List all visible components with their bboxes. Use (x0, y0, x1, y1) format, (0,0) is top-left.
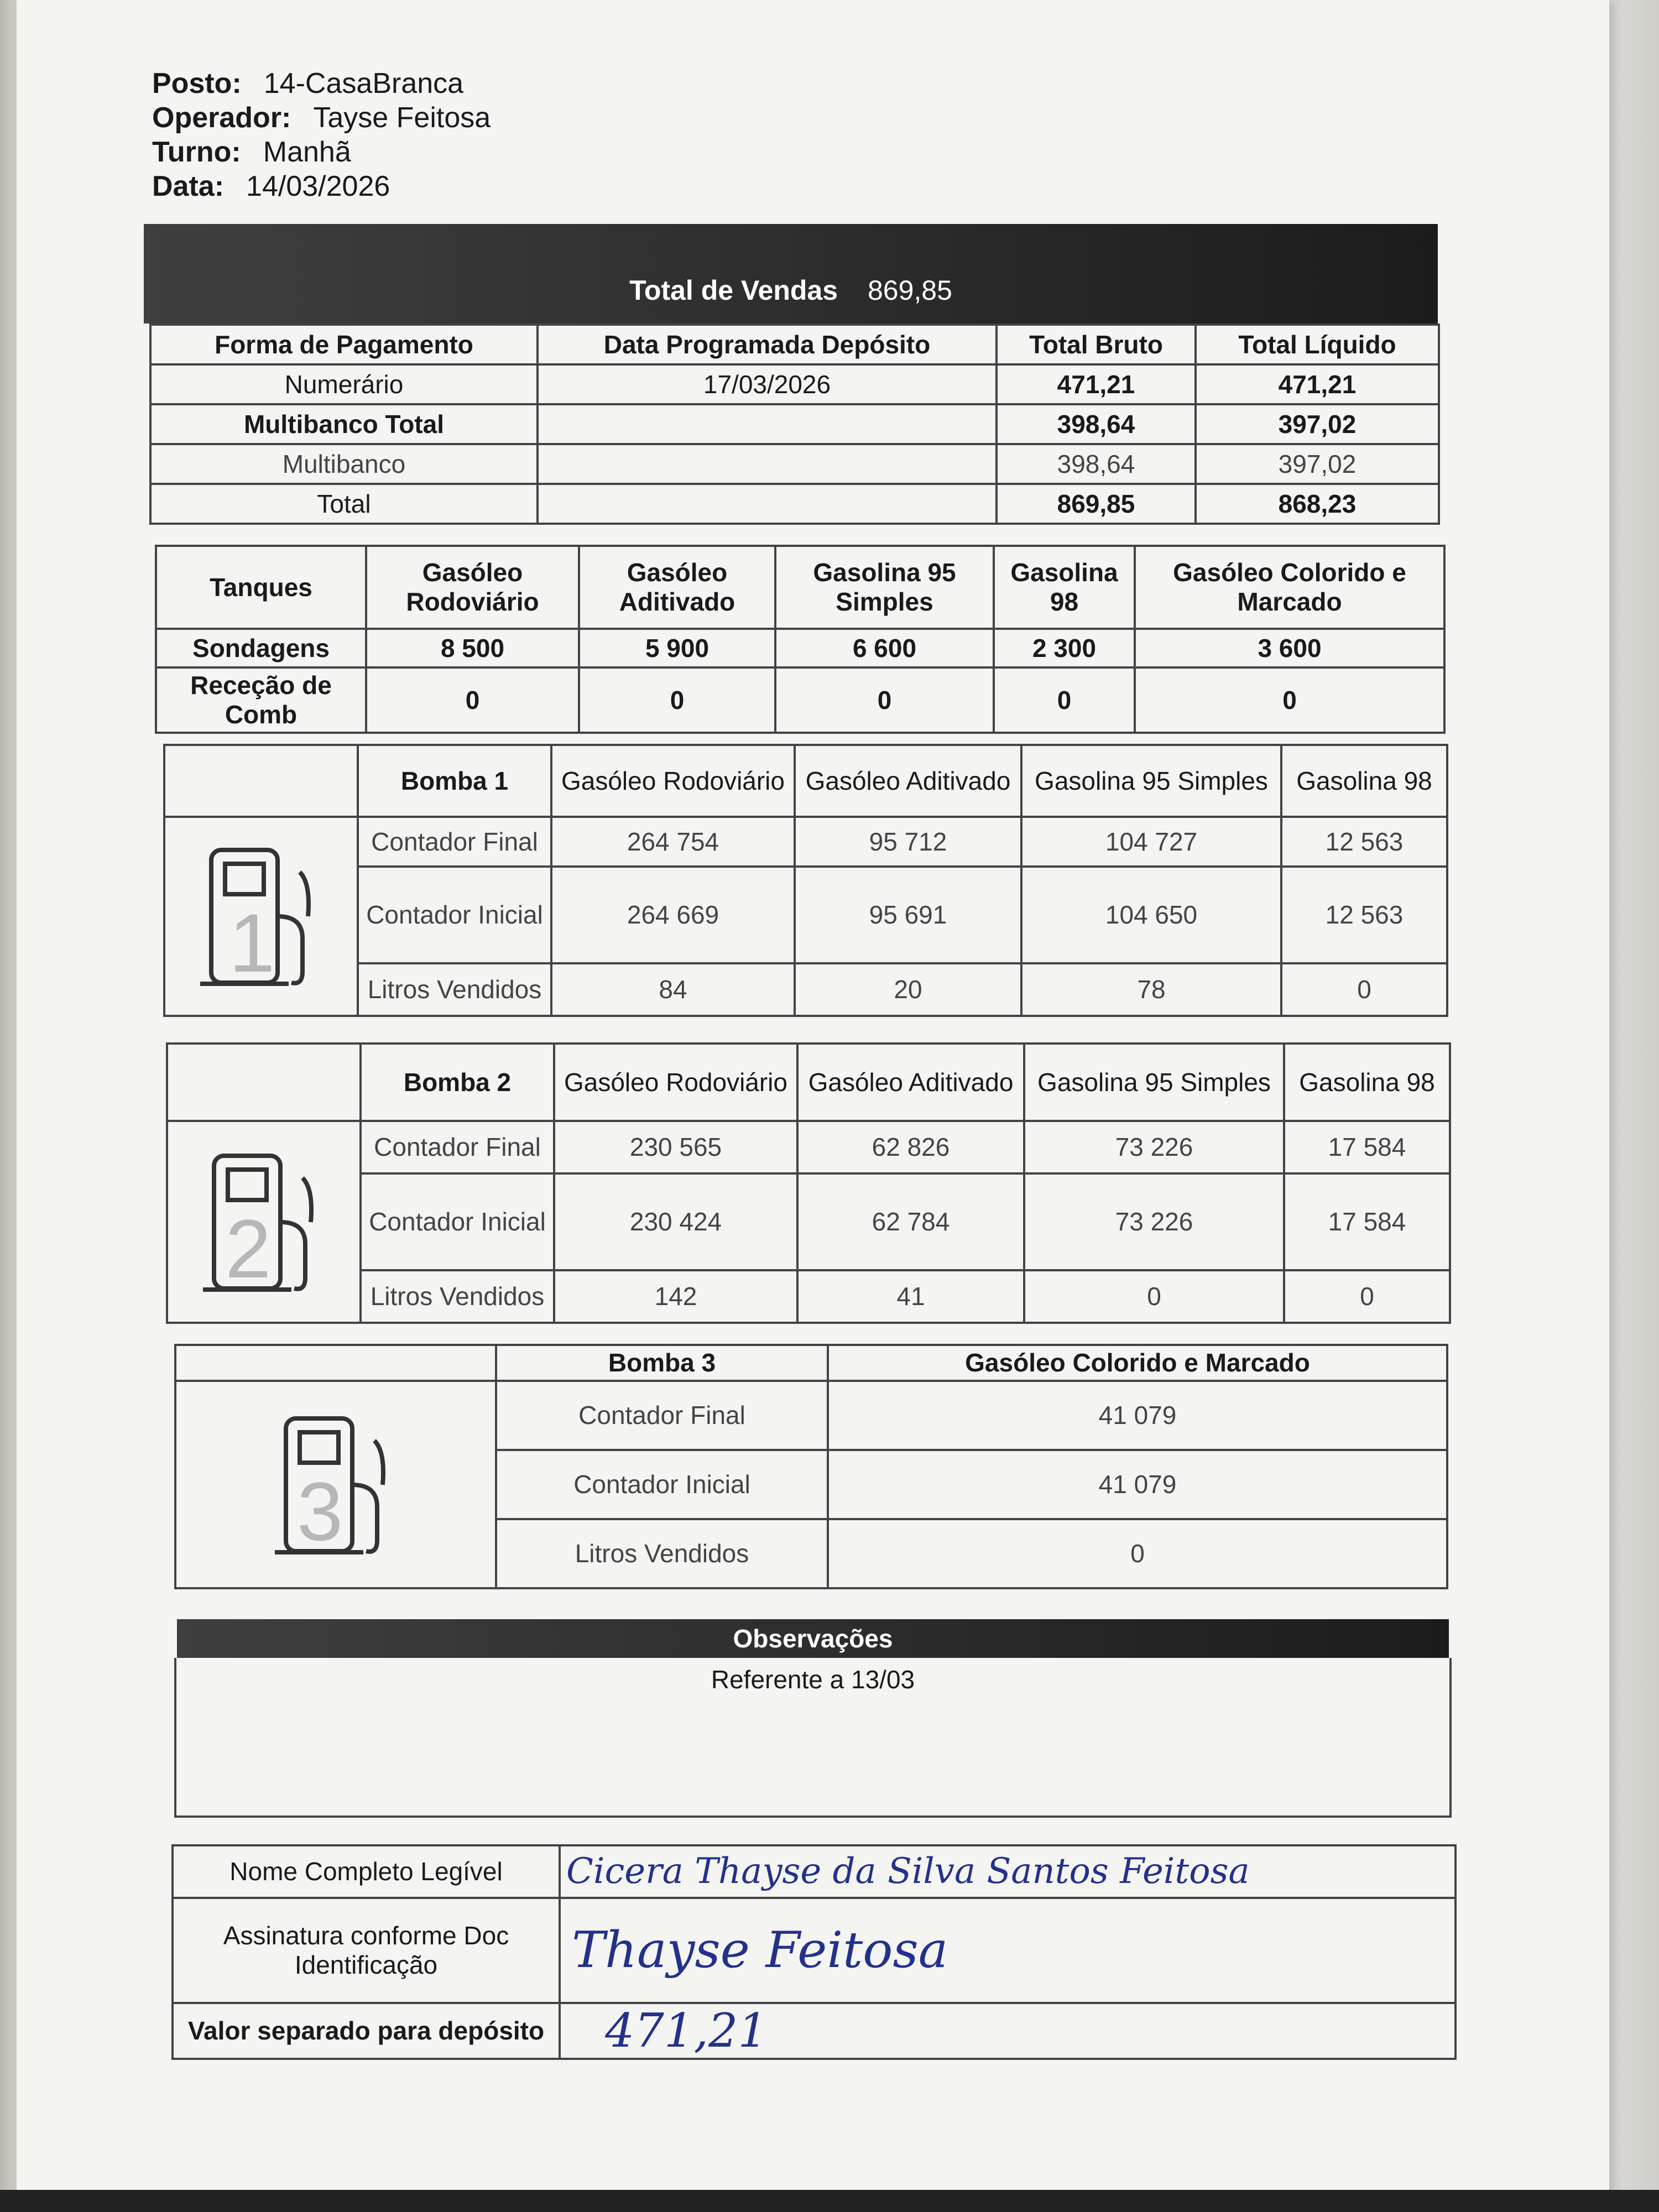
observacoes-text: Referente a 13/03 (711, 1665, 915, 1694)
table-row (167, 1121, 1450, 1173)
total-vendas-banner (144, 224, 1438, 324)
counter-value: 41 079 (828, 1450, 1447, 1519)
total-liquido: 397,02 (1196, 404, 1439, 444)
tank-value: 5 900 (579, 629, 775, 667)
total-bruto: 471,21 (997, 364, 1196, 404)
row-label: Contador Final (496, 1381, 828, 1450)
table-row (156, 667, 1444, 733)
deposito-label: Valor separado para depósito (173, 2003, 560, 2059)
payments-header: Total Líquido (1196, 325, 1439, 364)
tanks-header: Gasóleo Aditivado (579, 546, 775, 629)
turno-value: Manhã (263, 136, 351, 168)
counter-value: 0 (1024, 1270, 1284, 1323)
tank-value: 8 500 (366, 629, 579, 667)
operador-label: Operador: (152, 102, 291, 134)
counter-value: 41 079 (828, 1381, 1447, 1450)
fuel-header: Gasolina 98 (1284, 1044, 1450, 1121)
fuel-header: Gasolina 98 (1281, 745, 1447, 817)
table-row (150, 404, 1439, 444)
posto-value: 14-CasaBranca (263, 67, 464, 100)
counter-value: 78 (1021, 963, 1281, 1016)
data-value: 14/03/2026 (246, 170, 390, 202)
counter-value: 73 226 (1024, 1173, 1284, 1270)
pump-number: 2 (225, 1202, 272, 1295)
counter-value: 62 784 (797, 1173, 1024, 1270)
row-label: Litros Vendidos (496, 1519, 828, 1588)
payment-method: Multibanco (150, 444, 538, 484)
observacoes-title: Observações (177, 1619, 1449, 1658)
tank-value: 0 (366, 667, 579, 733)
tanks-header: Gasolina 98 (994, 546, 1135, 629)
counter-value: 0 (1284, 1270, 1450, 1323)
tanks-header: Tanques (156, 546, 366, 629)
bomba1-table (163, 744, 1448, 1017)
counter-value: 12 563 (1281, 867, 1447, 963)
report-header (152, 66, 491, 204)
fuel-header: Gasóleo Rodoviário (551, 745, 795, 817)
fuel-header: Gasóleo Aditivado (797, 1044, 1024, 1121)
counter-value: 17 584 (1284, 1173, 1450, 1270)
counter-value: 230 565 (554, 1121, 797, 1173)
row-label: Contador Final (358, 817, 551, 867)
tanks-header: Gasolina 95 Simples (775, 546, 994, 629)
table-row (173, 1845, 1455, 1898)
counter-value: 62 826 (797, 1121, 1024, 1173)
bomba3-title: Bomba 3 (496, 1345, 828, 1381)
report-sheet (17, 0, 1609, 2206)
table-row (156, 629, 1444, 667)
table-row (175, 1381, 1447, 1450)
counter-value: 95 691 (795, 867, 1021, 963)
total-vendas-value: 869,85 (867, 275, 952, 306)
table-row (150, 484, 1439, 524)
row-label: Litros Vendidos (358, 963, 551, 1016)
payment-method: Total (150, 484, 538, 524)
fuel-pump-icon (175, 1381, 496, 1588)
counter-value: 264 669 (551, 867, 795, 963)
tanks-header: Gasóleo Rodoviário (366, 546, 579, 629)
total-bruto: 398,64 (997, 404, 1196, 444)
counter-value: 17 584 (1284, 1121, 1450, 1173)
tank-value: 0 (994, 667, 1135, 733)
row-label: Contador Inicial (361, 1173, 554, 1270)
counter-value: 84 (551, 963, 795, 1016)
deposito-handwritten: 471,21 (560, 2003, 1455, 2059)
tanks-table (155, 545, 1446, 734)
counter-value: 12 563 (1281, 817, 1447, 867)
table-row (173, 2003, 1455, 2059)
operador-value: Tayse Feitosa (313, 102, 491, 134)
counter-value: 104 650 (1021, 867, 1281, 963)
row-label: Litros Vendidos (361, 1270, 554, 1323)
counter-value: 142 (554, 1270, 797, 1323)
row-label: Contador Final (361, 1121, 554, 1173)
tank-value: 3 600 (1135, 629, 1444, 667)
total-liquido: 397,02 (1196, 444, 1439, 484)
signature-table (171, 1844, 1457, 2060)
tank-value: 6 600 (775, 629, 994, 667)
fuel-header: Gasolina 95 Simples (1021, 745, 1281, 817)
total-bruto: 869,85 (997, 484, 1196, 524)
fuel-pump-icon (167, 1121, 361, 1323)
payments-header: Data Programada Depósito (538, 325, 997, 364)
data-label: Data: (152, 170, 225, 202)
fuel-header: Gasóleo Aditivado (795, 745, 1021, 817)
counter-value: 20 (795, 963, 1021, 1016)
payments-header: Forma de Pagamento (150, 325, 538, 364)
counter-value: 41 (797, 1270, 1024, 1323)
total-liquido: 868,23 (1196, 484, 1439, 524)
payments-header: Total Bruto (997, 325, 1196, 364)
row-label: Contador Inicial (358, 867, 551, 963)
row-label: Sondagens (156, 629, 366, 667)
fuel-header: Gasolina 95 Simples (1024, 1044, 1284, 1121)
total-liquido: 471,21 (1196, 364, 1439, 404)
bomba1-title: Bomba 1 (358, 745, 551, 817)
nome-label: Nome Completo Legível (173, 1845, 560, 1898)
counter-value: 95 712 (795, 817, 1021, 867)
counter-value: 104 727 (1021, 817, 1281, 867)
tank-value: 0 (1135, 667, 1444, 733)
tank-value: 0 (775, 667, 994, 733)
fuel-pump-icon (164, 817, 358, 1016)
bomba2-title: Bomba 2 (361, 1044, 554, 1121)
deposit-date (538, 404, 997, 444)
turno-label: Turno: (152, 136, 241, 168)
deposit-date: 17/03/2026 (538, 364, 997, 404)
table-row (150, 364, 1439, 404)
observacoes-box (174, 1658, 1452, 1818)
posto-label: Posto: (152, 67, 242, 100)
signature-handwritten: Thayse Feitosa (560, 1898, 1455, 2003)
counter-value: 230 424 (554, 1173, 797, 1270)
table-row (150, 444, 1439, 484)
row-label: Receção de Comb (156, 667, 366, 733)
payment-method: Numerário (150, 364, 538, 404)
table-row (173, 1898, 1455, 2003)
fuel-header: Gasóleo Colorido e Marcado (828, 1345, 1447, 1381)
total-bruto: 398,64 (997, 444, 1196, 484)
deposit-date (538, 484, 997, 524)
total-vendas-label: Total de Vendas (629, 275, 838, 306)
counter-value: 0 (1281, 963, 1447, 1016)
counter-value: 0 (828, 1519, 1447, 1588)
bomba3-table (174, 1344, 1448, 1589)
bomba2-table (166, 1042, 1451, 1324)
desk-edge (0, 2190, 1659, 2212)
tank-value: 2 300 (994, 629, 1135, 667)
pump-number: 1 (229, 896, 275, 989)
assinatura-label: Assinatura conforme Doc Identificação (173, 1898, 560, 2003)
deposit-date (538, 444, 997, 484)
tanks-header: Gasóleo Colorido e Marcado (1135, 546, 1444, 629)
table-row (164, 817, 1447, 867)
payment-method: Multibanco Total (150, 404, 538, 444)
counter-value: 73 226 (1024, 1121, 1284, 1173)
counter-value: 264 754 (551, 817, 795, 867)
fuel-header: Gasóleo Rodoviário (554, 1044, 797, 1121)
tank-value: 0 (579, 667, 775, 733)
nome-handwritten: Cicera Thayse da Silva Santos Feitosa (560, 1845, 1455, 1898)
row-label: Contador Inicial (496, 1450, 828, 1519)
pump-number: 3 (297, 1464, 343, 1558)
payments-table (149, 324, 1440, 525)
